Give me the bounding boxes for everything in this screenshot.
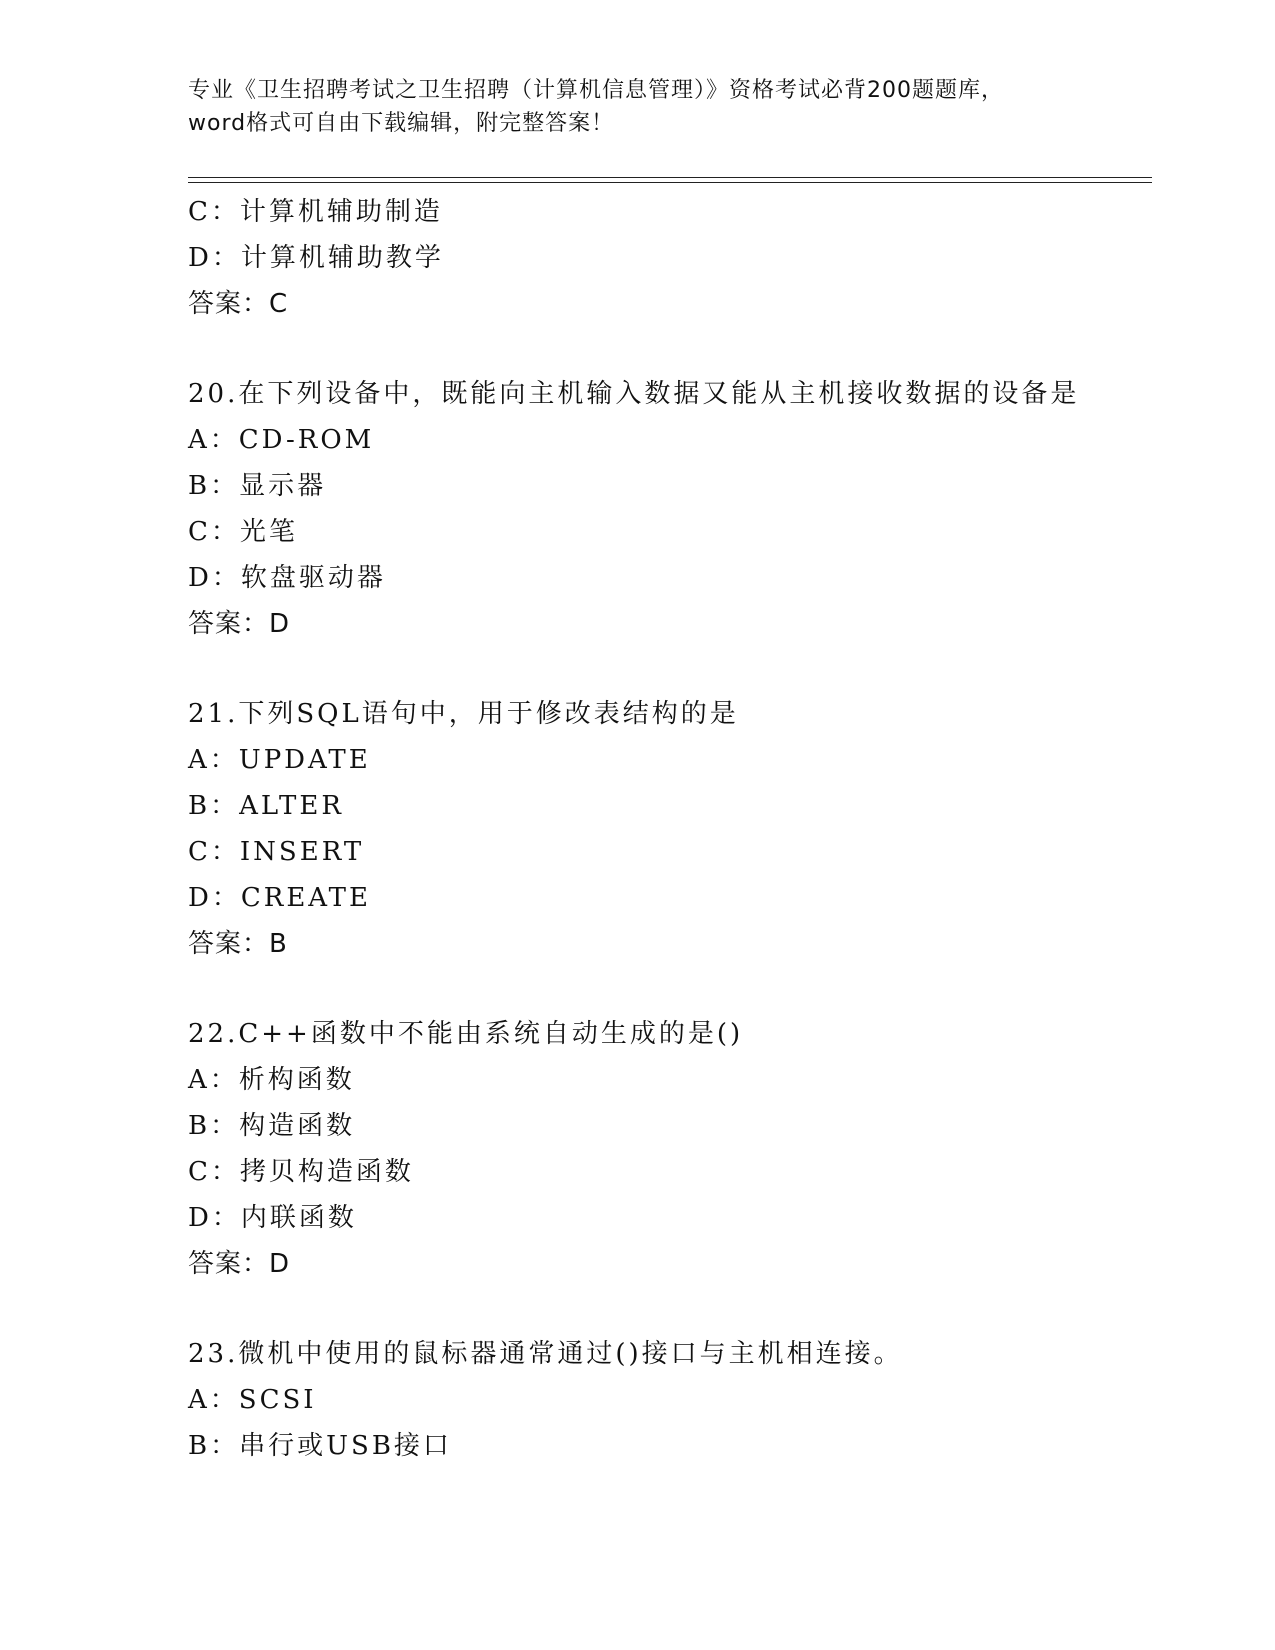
- option-a: A：CD-ROM: [188, 425, 375, 455]
- header-line-2: word格式可自由下载编辑，附完整答案！: [188, 111, 615, 136]
- option-b: B：ALTER: [188, 791, 344, 821]
- option-d: D：计算机辅助教学: [188, 243, 444, 273]
- option-d: D：软盘驱动器: [188, 563, 386, 593]
- question-block-22: [188, 1011, 1148, 1287]
- option-a: A：UPDATE: [188, 745, 371, 775]
- option-c: C：拷贝构造函数: [188, 1157, 414, 1187]
- header-line-1: 专业《卫生招聘考试之卫生招聘（计算机信息管理）》资格考试必背200题题库，: [188, 78, 1004, 103]
- option-b: B：构造函数: [188, 1111, 356, 1141]
- option-d: D：内联函数: [188, 1203, 357, 1233]
- option-c: C：计算机辅助制造: [188, 197, 443, 227]
- document-header: [188, 74, 1078, 140]
- question-block-partial: [188, 189, 1148, 327]
- option-c: C：光笔: [188, 517, 298, 547]
- question-block-23: [188, 1331, 1148, 1469]
- option-a: A：SCSI: [188, 1385, 317, 1415]
- option-b: B：显示器: [188, 471, 327, 501]
- option-b: B：串行或USB接口: [188, 1431, 452, 1461]
- question-stem: 23.微机中使用的鼠标器通常通过()接口与主机相连接。: [188, 1339, 903, 1369]
- question-stem: 20.在下列设备中，既能向主机输入数据又能从主机接收数据的设备是: [188, 379, 1080, 409]
- answer-line: 答案：D: [188, 1249, 291, 1279]
- question-block-20: [188, 371, 1148, 647]
- question-stem: 22.C++函数中不能由系统自动生成的是(): [188, 1019, 744, 1049]
- answer-line: 答案：B: [188, 929, 288, 959]
- option-d: D：CREATE: [188, 883, 371, 913]
- answer-line: 答案：D: [188, 609, 291, 639]
- option-c: C：INSERT: [188, 837, 365, 867]
- header-divider-bottom: [188, 182, 1152, 183]
- question-block-21: [188, 691, 1148, 967]
- question-list: [188, 189, 1148, 1469]
- question-stem: 21.下列SQL语句中，用于修改表结构的是: [188, 699, 739, 729]
- answer-line: 答案：C: [188, 289, 289, 319]
- header-divider-top: [188, 177, 1152, 178]
- option-a: A：析构函数: [188, 1065, 355, 1095]
